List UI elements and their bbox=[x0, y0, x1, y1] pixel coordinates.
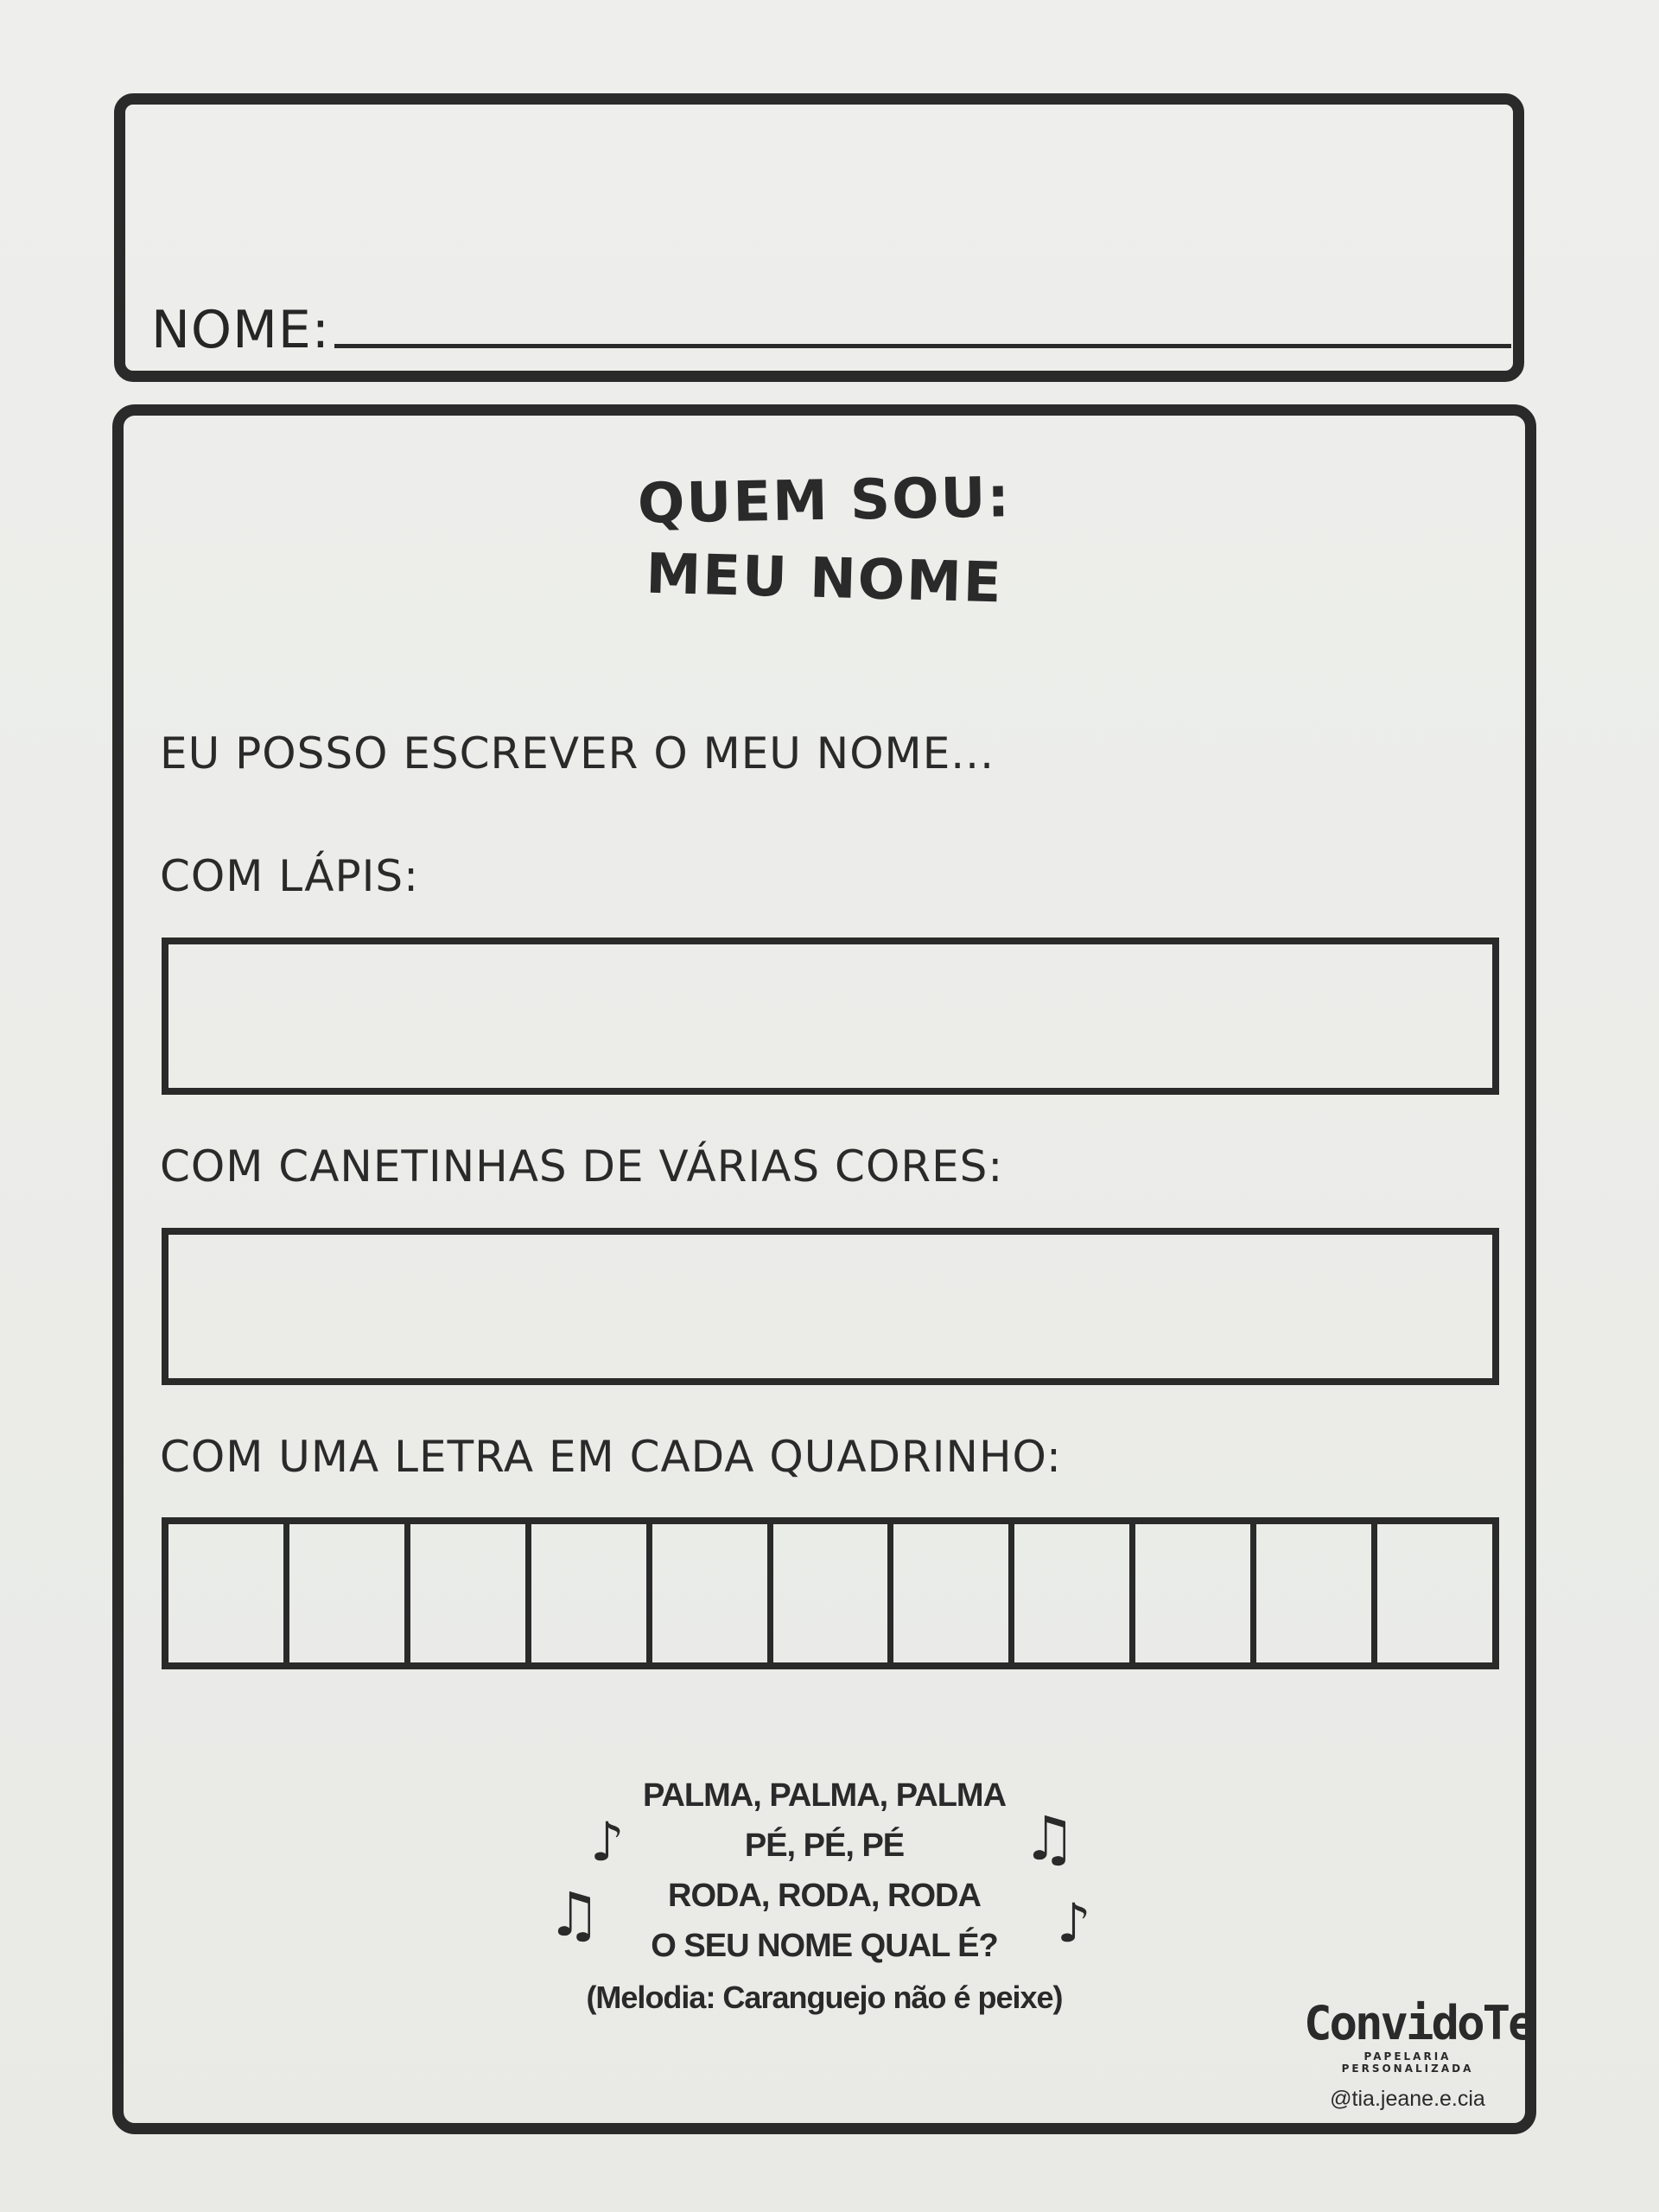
name-write-line[interactable] bbox=[334, 344, 1511, 348]
activity-title-line1: QUEM SOU: bbox=[637, 466, 1012, 537]
letter-cell[interactable] bbox=[410, 1524, 531, 1662]
letter-cell[interactable] bbox=[1377, 1524, 1492, 1662]
activity-title-line2: MEU NOME bbox=[645, 542, 1004, 616]
markers-write-box[interactable] bbox=[162, 1228, 1499, 1385]
intro-text: EU POSSO ESCREVER O MEU NOME... bbox=[160, 728, 995, 779]
brand-handle: @tia.jeane.e.cia bbox=[1330, 2087, 1485, 2111]
letter-cell[interactable] bbox=[1135, 1524, 1256, 1662]
beamed-notes-icon: ♫ bbox=[1022, 1803, 1077, 1874]
prompt-markers: COM CANETINHAS DE VÁRIAS CORES: bbox=[160, 1141, 1004, 1192]
melody-note: (Melodia: Caranguejo não é peixe) bbox=[586, 1980, 1063, 2015]
letter-grid bbox=[162, 1517, 1499, 1669]
letter-cell[interactable] bbox=[168, 1524, 289, 1662]
song-line-3: RODA, RODA, RODA bbox=[668, 1878, 981, 1914]
letter-cell[interactable] bbox=[289, 1524, 410, 1662]
music-note-icon: ♪ bbox=[1057, 1891, 1091, 1955]
music-note-icon: ♪ bbox=[590, 1810, 625, 1873]
name-box bbox=[114, 93, 1524, 382]
song-lyrics bbox=[124, 1770, 1525, 1971]
prompt-grid: COM UMA LETRA EM CADA QUADRINHO: bbox=[160, 1432, 1062, 1482]
letter-cell[interactable] bbox=[1014, 1524, 1135, 1662]
letter-cell[interactable] bbox=[773, 1524, 894, 1662]
activity-box bbox=[112, 404, 1536, 2134]
letter-cell[interactable] bbox=[1256, 1524, 1377, 1662]
letter-cell[interactable] bbox=[893, 1524, 1014, 1662]
logo-tagline: PAPELARIA PERSONALIZADA bbox=[1341, 2050, 1474, 2075]
pencil-write-box[interactable] bbox=[162, 938, 1499, 1095]
letter-cell[interactable] bbox=[652, 1524, 773, 1662]
brand-logo bbox=[1304, 1996, 1534, 2112]
name-label: NOME: bbox=[151, 300, 331, 360]
letter-cell[interactable] bbox=[531, 1524, 652, 1662]
prompt-pencil: COM LÁPIS: bbox=[160, 851, 419, 901]
song-line-1: PALMA, PALMA, PALMA bbox=[642, 1777, 1007, 1814]
logo-name: ConvidoTe bbox=[1304, 1996, 1534, 2050]
song-line-2: PÉ, PÉ, PÉ bbox=[744, 1827, 905, 1864]
beamed-notes-icon: ♫ bbox=[547, 1879, 601, 1950]
song-line-4: O SEU NOME QUAL É? bbox=[651, 1928, 998, 1964]
